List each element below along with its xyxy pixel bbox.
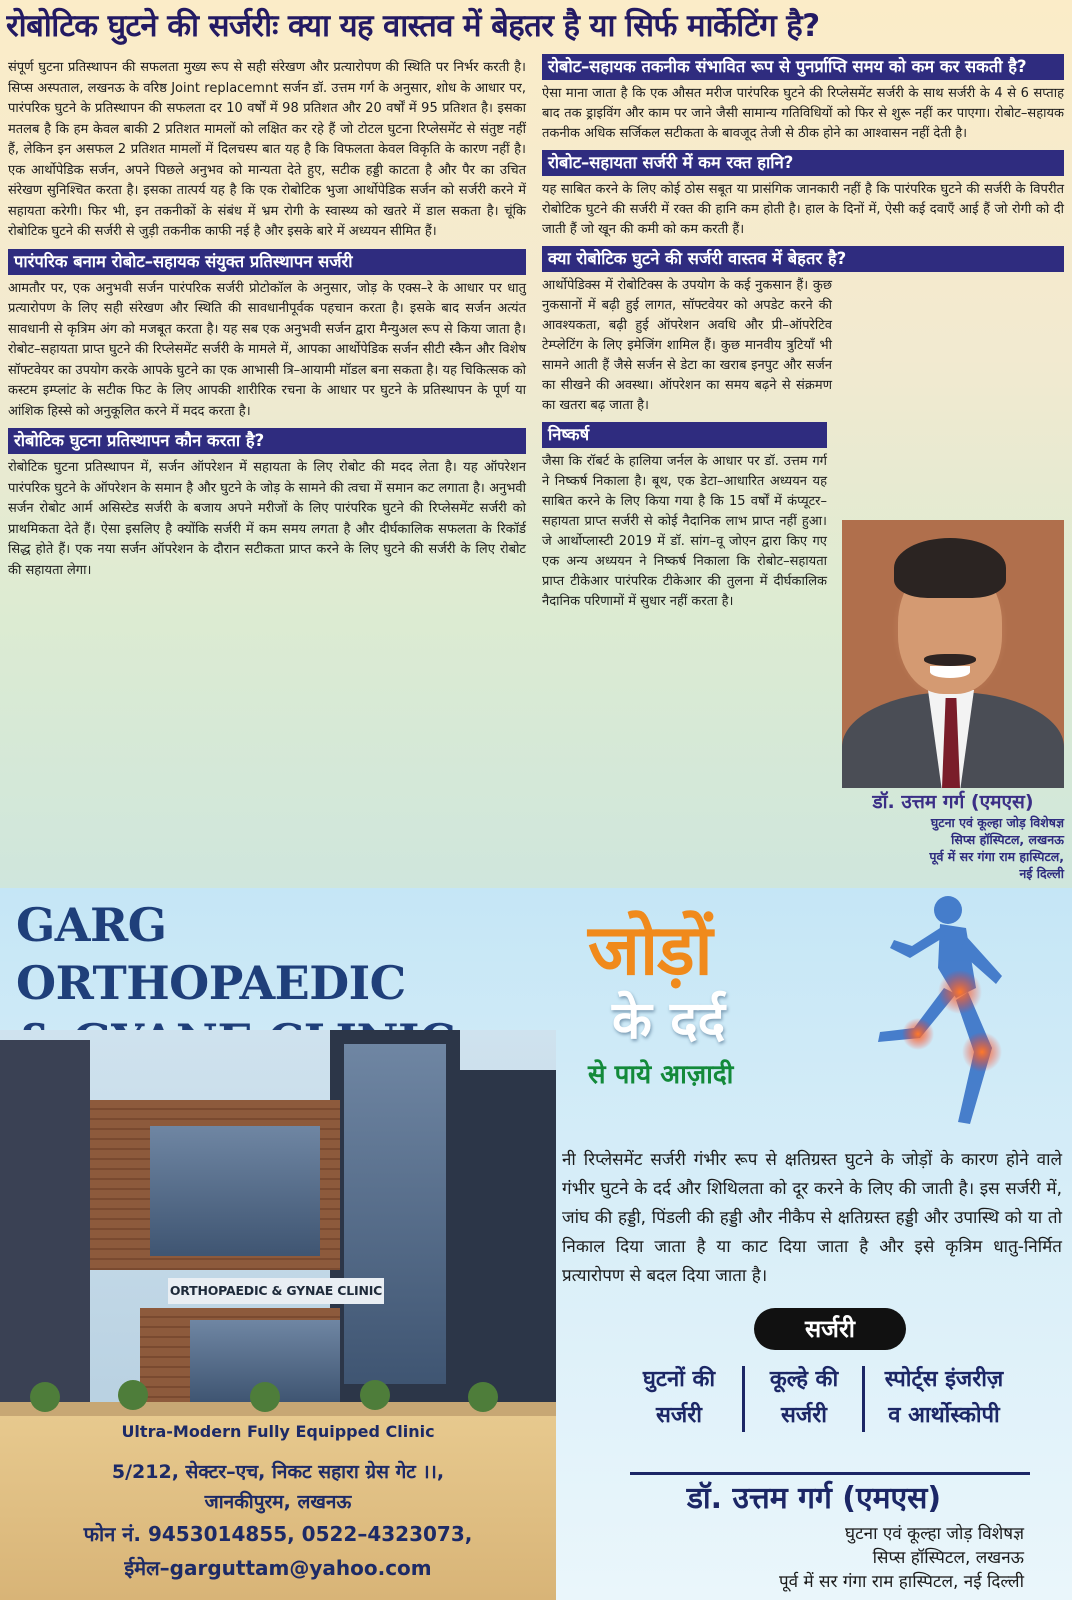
clinic-building-photo [0, 1030, 556, 1460]
clinic-address-box [0, 1416, 556, 1600]
service-line: सर्जरी [656, 1403, 702, 1428]
building-sign: ORTHOPAEDIC & GYNAE CLINIC [168, 1278, 384, 1304]
article-headline: रोबोटिक घुटने की सर्जरीः क्या यह वास्तव में बेहतर है या सिर्फ मार्केटिंग है? [6, 8, 820, 44]
clinic-address-line2: जानकीपुरम, लखनऊ [204, 1491, 352, 1513]
service-hip-surgery [748, 1362, 860, 1434]
doctor-caption-line: पूर्व में सर गंगा राम हास्पिटल, [929, 849, 1064, 864]
running-man-illustration [770, 888, 1072, 1150]
section-heading-recovery-time: रोबोट–सहायक तकनीक संभावित रूप से पुनर्प्राप्ति समय को कम कर सकती है? [542, 54, 1064, 80]
clinic-address-line1: 5/212, सेक्टर–एच, निकट सहारा ग्रेस गेट ।।, [111, 1461, 445, 1483]
section-body-traditional-vs-robotic: आमतौर पर, एक अनुभवी सर्जन पारंपरिक सर्जरी प्रोटोकॉल के अनुसार, जोड़ के एक्स–रे के आधार पर धातु प्रत्यारोपण के लिए सही संरेखण और स्थिति की सावधानीपूर्वक पहचान करता है। इसके बाद सर्जन अत्यंत सावधानी से कृत्रिम अंग को मजबूत करता है। यह सब एक अनुभवी सर्जन द्वारा मैन्युअल रूप से किया जाता है। रोबोट–सहायता प्राप्त घुटने की रिप्लेसमेंट सर्जरी के मामले में, आपका आर्थोपेडिक सर्जन सीटी स्कैन और विशेष सॉफ्टवेयर का उपयोग करके आपके घुटने का एक आभासी त्रि–आयामी मॉडल बना सकता है। यह चिकित्सक को कस्टम इम्प्लांट के सटीक फिट के लिए आपकी शारीरिक रचना के आधार पर घुटने के प्रतिस्थापन के पूर्ण या आंशिक हिस्से को अनुकूलित करने में मदद करता है। [8, 280, 526, 419]
article-intro: संपूर्ण घुटना प्रतिस्थापन की सफलता मुख्य रूप से सही संरेखण और प्रत्यारोपण की स्थिति पर निर्भर करती है। सिप्स अस्पताल, लखनऊ के वरिष्ठ Joint replacemnt सर्जन डॉ. उत्तम गर्ग के अनुसार, शोध के आधार पर, पारंपरिक घुटने के प्रतिस्थापन की सफलता दर 10 वर्षों में 98 प्रतिशत और 20 वर्षों में 95 प्रतिशत है। इसका मतलब है कि हम केवल बाकी 2 प्रतिशत मामलों को लक्षित कर रहे हैं जो टोटल घुटना रिप्लेसमेंट से संतुष्ट नहीं हैं, लेकिन इन असफल 2 प्रतिशत मामलों में दिलचस्प बात यह है कि विफलता केवल विकृति के कारण नहीं है। एक आर्थोपेडिक सर्जन, अपने पिछले अनुभव को मान्यता देते हुए, सटीक हड्डी काटता है और पैर का उचित संरेखण सुनिश्चित करता है। इसका तात्पर्य यह है कि एक रोबोटिक भुजा आर्थोपेडिक सर्जन को सर्जरी करने में सहायता करेगी। फिर भी, इन तकनीकों के संबंध में भ्रम रोगी के स्वास्थ्य को खतरे में डाल सकता है। चूंकि रोबोटिक घुटने की सर्जरी से जुड़ी तकनीक काफी नई है और इसके बारे में अध्ययन सीमित हैं। [8, 60, 527, 239]
doctor-caption-line: घुटना एवं कूल्हा जोड़ विशेषज्ञ [930, 815, 1064, 830]
advert-description: नी रिप्लेसमेंट सर्जरी गंभीर रूप से क्षतिग्रस्त घुटने के जोड़ों के कारण होने वाले गंभीर घुटने के दर्द और शिथिलता को दूर करने के लिए की जाती है। इस सर्जरी में, जांघ की हड्डी, पिंडली की हड्डी और नीकैप से क्षतिग्रस्त हड्डी और उपास्थि को या तो निकाल दिया जाता है या काट दिया जाता है और इसे कृत्रिम धातु-निर्मित प्रत्यारोपण से बदल दिया जाता है। [562, 1150, 1062, 1286]
service-line: घुटनों की [642, 1367, 716, 1392]
section-body-who-performs: रोबोटिक घुटना प्रतिस्थापन में, सर्जन ऑपरेशन में सहायता के लिए रोबोट की मदद लेता है। यह ऑपरेशन पारंपरिक घुटने के ऑपरेशन के समान है और घुटने के जोड़ के सामने की त्वचा में समान कट लगाता है। अनुभवी सर्जन रोबोट आर्म असिस्टेड सर्जरी के बजाय अपने मरीजों के लिए पारंपरिक घुटने की रिप्लेसमेंट सर्जरी को प्राथमिकता देते हैं। ऐसा इसलिए है क्योंकि सर्जरी में कम समय लगता है और दीर्घकालिक सफलता के रिकॉर्ड सिद्ध होते हैं। एक नया सर्जन ऑपरेशन के दौरान सटीकता प्राप्त करने के लिए घुटने की सर्जरी के लिए रोबोट की सहायता लेगा। [8, 460, 526, 578]
advert-headline-mid: के दर्द [612, 991, 726, 1051]
advert-doctor-line: सिप्स हॉस्पिटल, लखनऊ [872, 1548, 1024, 1568]
service-divider [862, 1366, 865, 1432]
service-divider [742, 1366, 745, 1432]
clinic-email: ईमेल–garguttam@yahoo.com [124, 1556, 432, 1580]
section-heading-conclusion: निष्कर्ष [542, 422, 827, 448]
doctor-photo [842, 520, 1064, 788]
doctor-caption-line: सिप्स हॉस्पिटल, लखनऊ [951, 832, 1064, 847]
section-body-recovery-time: ऐसा माना जाता है कि एक औसत मरीज पारंपरिक घुटने की रिप्लेसमेंट सर्जरी के साथ सर्जरी के 4 से 6 सप्ताह बाद तक ड्राइविंग और काम पर जाने जैसी सामान्य गतिविधियों को फिर से शुरू नहीं कर पाएगा। रोबोट–सहायक तकनीक अधिक सर्जिकल सटीकता के बावजूद तेजी से ठीक होने का आश्वासन नहीं देती है। [542, 86, 1064, 141]
section-body-is-better: आर्थोपेडिक्स में रोबोटिक्स के उपयोग के कई नुकसान हैं। कुछ नुकसानों में बढ़ी हुई लागत, सॉफ्टवेयर को अपडेट करने की आवश्यकता, बढ़ी हुई ऑपरेशन अवधि और प्री–ऑपरेटिव टेम्प्लेटिंग के लिए इमेजिंग शामिल हैं। कुछ मानवीय त्रुटियाँ भी सामने आती हैं जैसे सर्जन से डेटा का खराब इनपुट और सर्जन का सीखने की अवस्था। ऑपरेशन का समय बढ़ने से संक्रमण का खतरा बढ़ जाता है। [542, 278, 832, 413]
doctor-caption [842, 790, 1064, 882]
service-line: कूल्हे की [769, 1367, 839, 1392]
advert-headline-big: जोड़ों [588, 909, 712, 991]
advert-doctor-name: डॉ. उत्तम गर्ग (एमएस) [686, 1481, 942, 1516]
advert-headline-small: से पाये आज़ादी [588, 1060, 734, 1090]
service-sports-injuries [866, 1362, 1022, 1434]
article-left-column [8, 58, 526, 581]
section-heading-traditional-vs-robotic: पारंपरिक बनाम रोबोट–सहायक संयुक्त प्रतिस्थापन सर्जरी [8, 249, 526, 275]
section-body-blood-loss: यह साबित करने के लिए कोई ठोस सबूत या प्रासंगिक जानकारी नहीं है कि पारंपरिक घुटने की सर्जरी के विपरीत रोबोटिक घुटने की सर्जरी में रक्त की हानि कम होती है। हाल के दिनों में, ऐसी कई दवाएँ आई हैं जो रोगी को दी जाती हैं जो खून की कमी को कम करती हैं। [542, 182, 1064, 237]
section-body-conclusion: जैसा कि रॉबर्ट के हालिया जर्नल के आधार पर डॉ. उत्तम गर्ग ने निष्कर्ष निकाला है। बूथ, एक डेटा–आधारित अध्ययन यह साबित करने के लिए किया गया है कि 15 वर्षों में कंप्यूटर–सहायता प्राप्त सर्जरी से कोई नैदानिक लाभ प्राप्त नहीं हुआ। जे आर्थोप्लास्टी 2019 में डॉ. सांग–वू जोएन द्वारा किए गए एक अन्य अध्ययन ने निष्कर्ष निकाला कि रोबोट–सहायता प्राप्त टीकेआर पारंपरिक टीकेआर की तुलना में दीर्घकालिक नैदानिक परिणामों में सुधार नहीं करता है। [542, 454, 827, 609]
service-knee-surgery [620, 1362, 738, 1434]
doctor-caption-line: नई दिल्ली [1019, 866, 1064, 881]
clinic-phone: फोन नं. 9453014855, 0522–4323073, [83, 1522, 473, 1546]
section-heading-is-better: क्या रोबोटिक घुटने की सर्जरी वास्तव में बेहतर है? [542, 246, 1064, 272]
service-line: स्पोर्ट्स इंजरीज़ [884, 1367, 1004, 1392]
surgery-label: सर्जरी [754, 1308, 906, 1350]
section-heading-who-performs: रोबोटिक घुटना प्रतिस्थापन कौन करता है? [8, 428, 526, 454]
service-line: व आर्थोस्कोपी [888, 1403, 1000, 1428]
clinic-tagline: Ultra-Modern Fully Equipped Clinic [121, 1422, 435, 1441]
doctor-caption-name: डॉ. उत्तम गर्ग (एमएस) [872, 791, 1034, 813]
advert-doctor-line: पूर्व में सर गंगा राम हास्पिटल, नई दिल्ली [778, 1572, 1024, 1592]
clinic-name-line1: GARG ORTHOPAEDIC [16, 898, 406, 1010]
clinic-advert [0, 888, 1072, 1600]
service-line: सर्जरी [781, 1403, 827, 1428]
advert-doctor-line: घुटना एवं कूल्हा जोड़ विशेषज्ञ [845, 1524, 1024, 1544]
section-heading-blood-loss: रोबोट–सहायता सर्जरी में कम रक्त हानि? [542, 150, 1064, 176]
advert-divider [630, 1472, 1030, 1475]
